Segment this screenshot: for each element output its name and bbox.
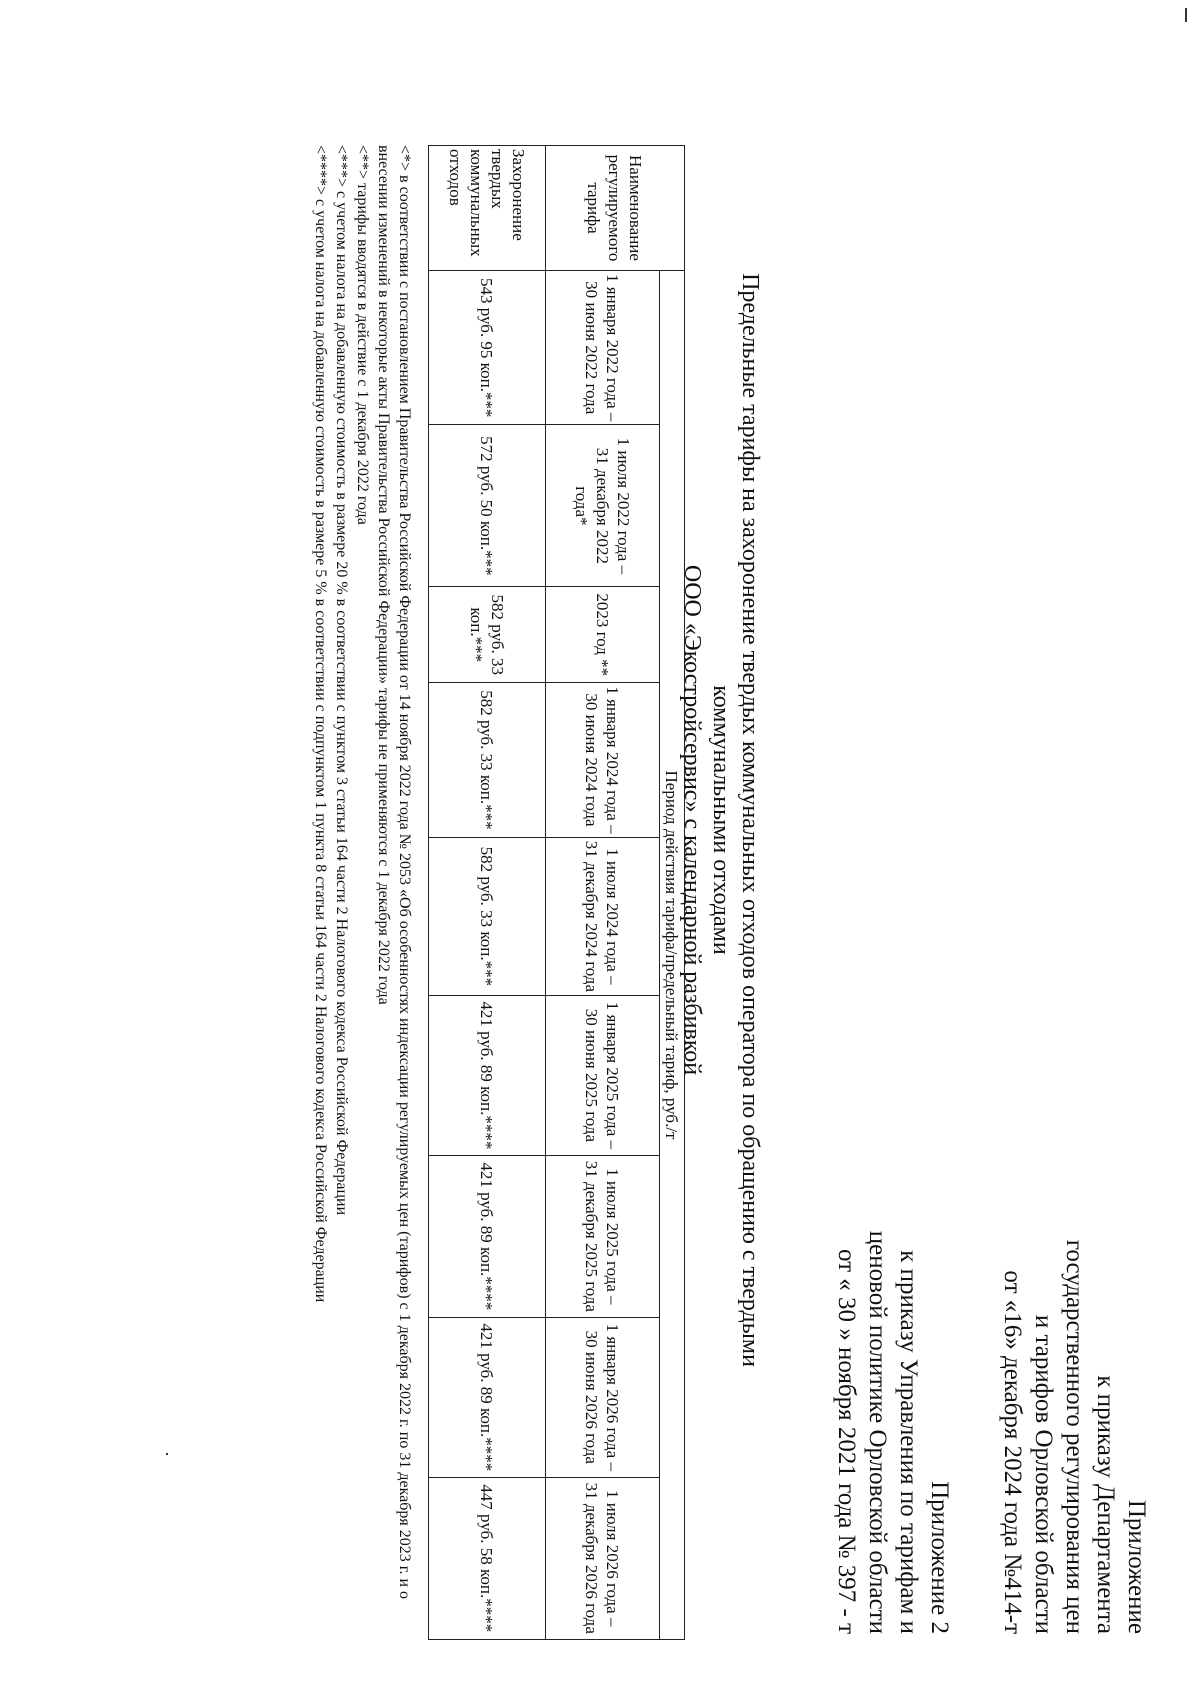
appendix-1-block <box>997 1240 1152 1634</box>
scan-speck <box>1185 8 1187 22</box>
period-cell: 2023 год ** <box>546 587 660 683</box>
value-cell: 582 руб. 33 коп.*** <box>429 683 546 837</box>
value-cell: 582 руб. 33 коп.*** <box>429 837 546 995</box>
name-header-cell: Наименование регулируемого тарифа <box>546 146 685 271</box>
value-cell: 582 руб. 33 коп.*** <box>429 587 546 683</box>
value-cell: 421 руб. 89 коп.**** <box>429 1155 546 1317</box>
footnote-1: <*> в соответствии с постановлением Правительства Российской Федерации от 14 ноября 2022 года № 2053 «Об особенностях индексации регулируемых цен (тарифов) с 1 декабря 2022 г. по 31 декабря 2023 г. и о внесении изменений в некоторые акты Правительства Российской Федерации» тарифы не применяются с 1 декабря 2022 года <box>375 145 413 1600</box>
appendix-2-block <box>831 1231 955 1634</box>
period-cell: 1 июля 2024 года – 31 декабря 2024 года <box>546 837 660 995</box>
scan-speck <box>166 1453 168 1455</box>
value-cell: 421 руб. 89 коп.**** <box>429 1318 546 1478</box>
value-cell: 421 руб. 89 коп.**** <box>429 996 546 1156</box>
period-header-cell: Период действия тарифа/предельный тариф, руб./т <box>660 271 685 1640</box>
value-cell: 543 руб. 95 коп.*** <box>429 271 546 425</box>
document-heading <box>677 240 764 1400</box>
appendix-1-line3: и тарифов Орловской области <box>1030 1314 1057 1634</box>
appendix-1-title: Приложение <box>1123 1499 1150 1634</box>
appendix-1-line2: государственного регулирования цен <box>1061 1239 1088 1634</box>
footnotes <box>310 145 415 1645</box>
period-cell: 1 июля 2026 года – 31 декабря 2026 года <box>546 1477 660 1639</box>
period-cell: 1 января 2026 года – 30 июня 2026 года <box>546 1318 660 1478</box>
period-cell: 1 июля 2022 года – 31 декабря 2022 года* <box>546 425 660 587</box>
periods-row <box>546 146 660 1640</box>
tariff-table <box>428 145 685 1640</box>
footnote-3: <***> с учетом налога на добавленную стоимость в размере 20 % в соответствии с пунктом 3 статьи 164 части 2 Налогового кодекса Российской Федерации <box>333 145 350 1216</box>
table-row <box>429 146 546 1640</box>
footnote-2: <**> тарифы вводятся в действие с 1 декабря 2022 года <box>354 145 371 525</box>
value-cell: 572 руб. 50 коп.*** <box>429 425 546 587</box>
appendix-2-line1: к приказу Управления по тарифам и <box>895 1250 922 1634</box>
appendix-2-line2: ценовой политике Орловской области <box>864 1230 891 1634</box>
period-cell: 1 января 2024 года – 30 июня 2024 года <box>546 683 660 837</box>
appendix-2-line3: от « 30 » ноября 2021 года № 397 - т <box>833 1248 860 1634</box>
appendix-2-title: Приложение 2 <box>926 1481 953 1634</box>
value-cell: 447 руб. 58 коп.**** <box>429 1477 546 1639</box>
heading-line2: ООО «Экостройсервис» с календарной разбивкой <box>679 564 705 1076</box>
period-cell: 1 января 2025 года – 30 июня 2025 года <box>546 996 660 1156</box>
table-header-row <box>660 146 685 1640</box>
footnote-4: <****> с учетом налога на добавленную стоимость в размере 5 % в соответствии с подпунктом 1 пункта 8 статьи 164 части 2 Налогового кодекса Российской Федерации <box>312 145 329 1303</box>
tariff-name-cell: Захоронение твердых коммунальных отходов <box>429 146 546 271</box>
appendix-1-line1: к приказу Департамента <box>1092 1375 1119 1634</box>
appendix-1-line4: от «16» декабря 2024 года №414-т <box>999 1270 1026 1634</box>
period-cell: 1 июля 2025 года – 31 декабря 2025 года <box>546 1155 660 1317</box>
heading-line1: Предельные тарифы на захоронение твердых коммунальных отходов оператора по обращению с твердыми коммунальными отходами <box>708 273 763 1367</box>
period-cell: 1 января 2022 года – 30 июня 2022 года <box>546 271 660 425</box>
